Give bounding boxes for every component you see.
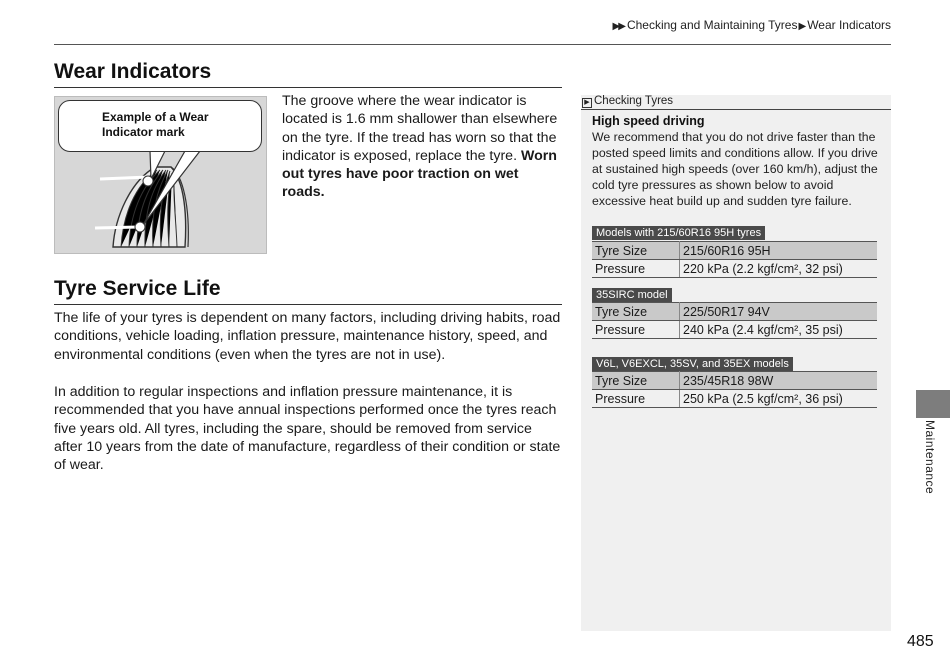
header-rule <box>54 44 891 45</box>
wear-warning: Worn out tyres have poor traction on wet roads. <box>282 147 557 201</box>
table-cell: Pressure <box>592 321 680 339</box>
table-row <box>592 372 877 390</box>
life-paragraph-2: In addition to regular inspections and inflation pressure maintenance, it is recommended that you have annual inspections performed once the tyres reach five years old. All tyres, including the spare, should be removed from service after 10 years from the date of manufacture, regardless of their condition or state of wear. <box>54 384 561 474</box>
section-rule <box>54 304 562 305</box>
table-cell: 235/45R18 98W <box>680 372 878 390</box>
sidebar-heading-label[interactable]: Checking Tyres <box>594 95 674 107</box>
sidebar-heading <box>581 95 891 110</box>
breadcrumb <box>613 18 891 32</box>
chapter-tab[interactable] <box>916 390 950 418</box>
reference-icon: ▶ <box>582 98 592 108</box>
section-rule <box>54 87 562 88</box>
wear-indicator-illustration <box>54 96 267 254</box>
table-cell: Pressure <box>592 260 680 278</box>
table-cell: 240 kPa (2.4 kgf/cm², 35 psi) <box>680 321 878 339</box>
table-row <box>592 303 877 321</box>
model-tag: V6L, V6EXCL, 35SV, and 35EX models <box>592 357 793 371</box>
tyre-service-life-title: Tyre Service Life <box>54 277 221 300</box>
sidebar-notes <box>581 95 891 631</box>
chapter-label: Maintenance <box>923 420 937 495</box>
tyre-spec-table <box>592 241 877 278</box>
model-tag: 35SIRC model <box>592 288 672 302</box>
table-cell: 225/50R17 94V <box>680 303 878 321</box>
wear-text: The groove where the wear indicator is located is 1.6 mm shallower than elsewhere on the tyre. If the tread has worn so that the indicator is exposed, replace the tyre. <box>282 93 558 164</box>
page-number: 485 <box>907 633 934 650</box>
table-row <box>592 242 877 260</box>
tyre-spec-table <box>592 371 877 408</box>
sidebar-text: We recommend that you do not drive faster than the posted speed limits and conditions allow. If you drive at sustained high speeds (over 160 km/h), adjust the cold tyre pressures as shown below to avoid excessive heat build up and sudden tyre failure. <box>592 130 878 208</box>
table-cell: Pressure <box>592 390 680 408</box>
table-cell: Tyre Size <box>592 372 680 390</box>
tyre-spec-table <box>592 302 877 339</box>
breadcrumb-part1[interactable]: Checking and Maintaining Tyres <box>626 18 798 32</box>
table-cell: 220 kPa (2.2 kgf/cm², 32 psi) <box>680 260 878 278</box>
wear-description <box>282 92 564 202</box>
table-cell: Tyre Size <box>592 242 680 260</box>
table-row <box>592 390 877 408</box>
double-arrow-icon: ▶▶ <box>612 21 624 32</box>
table-cell: 215/60R16 95H <box>680 242 878 260</box>
sidebar-subtitle: High speed driving <box>592 114 705 128</box>
life-paragraph-1: The life of your tyres is dependent on many factors, including driving habits, road conditions, vehicle loading, inflation pressure, maintenance history, speed, and environmental conditions (even when the tyres are not in use). <box>54 310 561 363</box>
table-cell: 250 kPa (2.5 kgf/cm², 36 psi) <box>680 390 878 408</box>
table-cell: Tyre Size <box>592 303 680 321</box>
callout-label: Example of a Wear Indicator mark <box>102 110 209 139</box>
table-row <box>592 260 877 278</box>
arrow-icon: ▶ <box>798 21 807 32</box>
breadcrumb-part2[interactable]: Wear Indicators <box>807 18 891 32</box>
wear-indicators-title: Wear Indicators <box>54 60 212 83</box>
table-row <box>592 321 877 339</box>
model-tag: Models with 215/60R16 95H tyres <box>592 226 765 240</box>
